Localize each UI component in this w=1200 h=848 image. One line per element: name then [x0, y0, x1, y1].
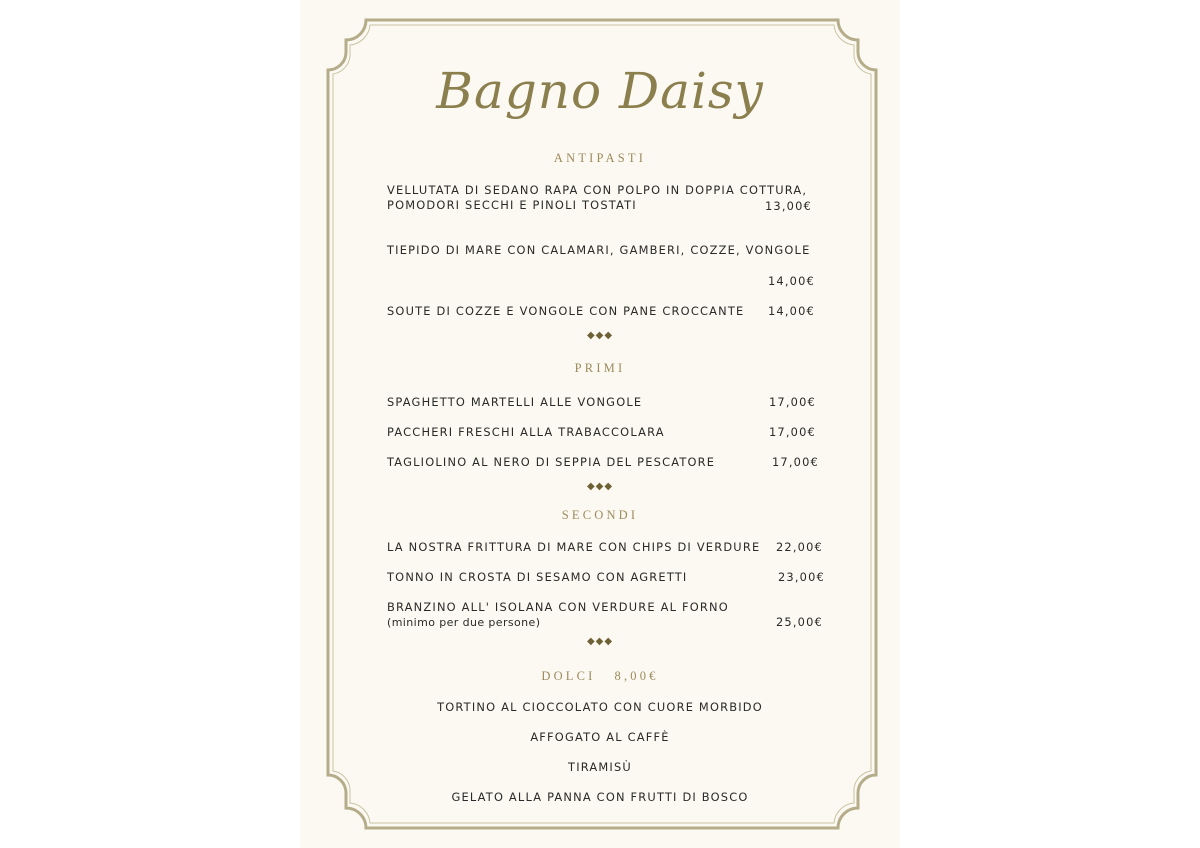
section-divider: ◆◆◆	[586, 636, 614, 647]
menu-sheet	[300, 0, 900, 848]
menu-item-price: 17,00€	[771, 455, 819, 469]
menu-item-name: PACCHERI FRESCHI ALLA TRABACCOLARA	[387, 425, 665, 439]
menu-item-price: 17,00€	[768, 425, 816, 439]
section-divider: ◆◆◆	[586, 330, 614, 341]
section-heading-primi: PRIMI	[574, 361, 626, 375]
menu-item-name: POMODORI SECCHI E PINOLI TOSTATI	[387, 198, 637, 212]
menu-item-name: VELLUTATA DI SEDANO RAPA CON POLPO IN DOPPIA COTTURA,	[387, 183, 808, 197]
menu-item-price: 22,00€	[775, 540, 823, 554]
menu-item-note: (minimo per due persone)	[387, 616, 541, 629]
menu-item-name: TIEPIDO DI MARE CON CALAMARI, GAMBERI, COZZE, VONGOLE	[387, 243, 811, 257]
menu-item-price: 23,00€	[777, 570, 825, 584]
decorative-frame	[300, 0, 900, 848]
menu-item-name: BRANZINO ALL' ISOLANA CON VERDURE AL FORNO	[387, 600, 729, 614]
dessert-item: AFFOGATO AL CAFFÈ	[530, 730, 670, 744]
section-heading-antipasti: ANTIPASTI	[553, 151, 647, 165]
menu-item-name: TAGLIOLINO AL NERO DI SEPPIA DEL PESCATORE	[387, 455, 716, 469]
menu-item-price: 13,00€	[764, 199, 812, 213]
menu-item-name: TONNO IN CROSTA DI SESAMO CON AGRETTI	[387, 570, 688, 584]
menu-item-name: LA NOSTRA FRITTURA DI MARE CON CHIPS DI VERDURE	[387, 540, 761, 554]
menu-item-price: 14,00€	[767, 304, 815, 318]
section-heading-secondi: SECONDI	[561, 508, 639, 522]
menu-item-price: 14,00€	[767, 274, 815, 288]
menu-item-name: SPAGHETTO MARTELLI ALLE VONGOLE	[387, 395, 643, 409]
section-divider: ◆◆◆	[586, 481, 614, 492]
dessert-item: GELATO ALLA PANNA CON FRUTTI DI BOSCO	[451, 790, 749, 804]
dessert-item: TORTINO AL CIOCCOLATO CON CUORE MORBIDO	[437, 700, 763, 714]
menu-item-name: SOUTE DI COZZE E VONGOLE CON PANE CROCCANTE	[387, 304, 745, 318]
restaurant-title: Bagno Daisy	[436, 62, 764, 120]
dessert-item: TIRAMISÙ	[568, 760, 632, 774]
menu-item-price: 17,00€	[768, 395, 816, 409]
section-heading-dolci: DOLCI 8,00€	[541, 669, 659, 683]
menu-item-price: 25,00€	[775, 615, 823, 629]
